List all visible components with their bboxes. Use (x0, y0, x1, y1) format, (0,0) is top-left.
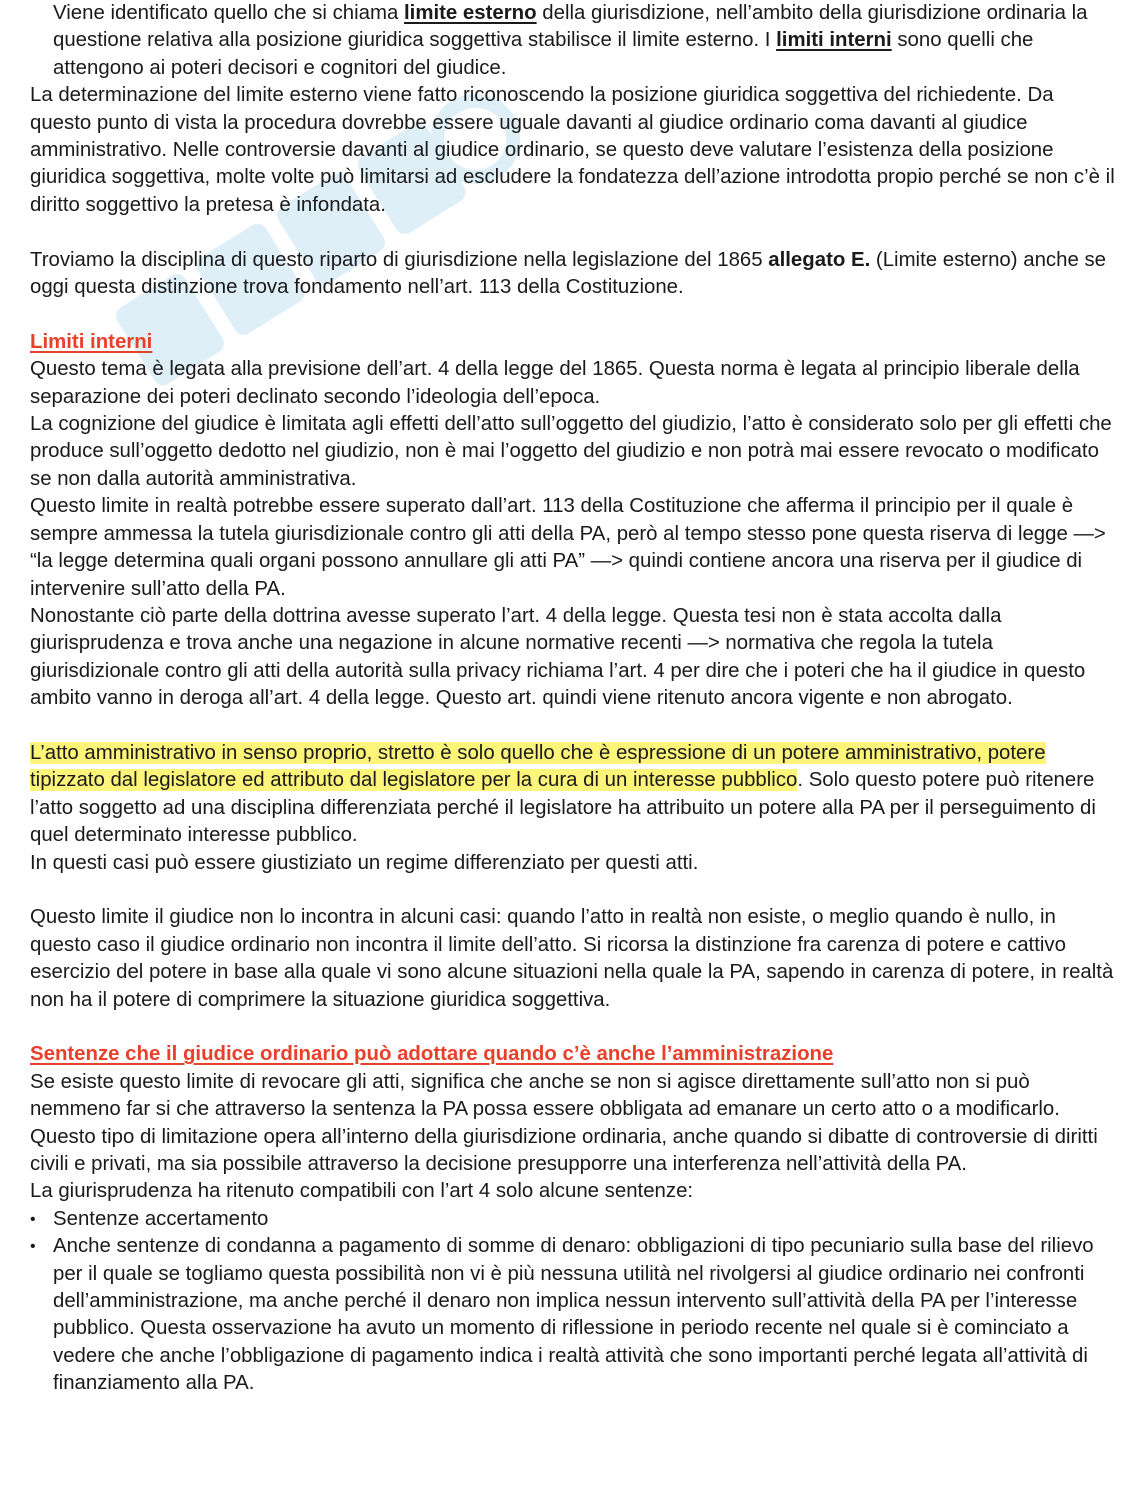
paragraph-revocare-atti: Se esiste questo limite di revocare gli atti, significa che anche se non si agisce direttamente sull’atto non si può nemmeno far si che attraverso la sentenza la PA possa essere obbligata ad emanare un certo atto o a modificarlo. (30, 1070, 1060, 1121)
paragraph-art4: Questo tema è legata alla previsione dell’art. 4 della legge del 1865. Questa norma è legata al principio liberale della separazione dei poteri declinato secondo l’ideologia dell’epoca. (30, 358, 1080, 408)
document-page (30, 0, 1120, 1398)
term-limite-esterno: limite esterno (404, 2, 537, 24)
term-allegato-e: allegato E. (768, 248, 871, 271)
text: Viene identificato quello che si chiama (53, 2, 405, 24)
bullet-icon: • (30, 1210, 36, 1228)
list-item (30, 1206, 1120, 1233)
paragraph-atto-amministrativo (30, 740, 1120, 850)
bullet-icon: • (30, 1238, 36, 1256)
heading-limiti-interni: Limiti interni (30, 330, 153, 353)
paragraph-cognizione: La cognizione del giudice è limitata agli effetti dell’atto sull’oggetto del giudizio, l’atto è considerato solo per gli effetti che produce sull’oggetto dedotto nel giudizio, non è mai l’oggetto del giudizio e non potrà mai essere revocato o modificato se non dalla autorità amministrativa. (30, 413, 1112, 490)
paragraph-disciplina (30, 247, 1120, 302)
list-item (30, 1233, 1120, 1397)
text: sono quelli che attengono ai poteri decisori e cognitori del giudice. (53, 29, 1034, 79)
paragraph-determinazione: La determinazione del limite esterno viene fatto riconoscendo la posizione giuridica soggettiva del richiedente. Da questo punto di vista la procedura dovrebbe essere uguale davanti al giudice ordinario coma davanti al giudice amministrativo. Nelle controversie davanti al giudice ordinario, se questo deve valutare l’esistenza della posizione giuridica soggettiva, molte volte può limitarsi ad escludere la fondatezza dell’azione introdotta propio perché se non c’è il diritto soggettivo la pretesa è infondata. (30, 84, 1115, 216)
sentenze-list (30, 1206, 1120, 1398)
paragraph-regime: In questi casi può essere giustiziato un regime differenziato per questi atti. (30, 851, 699, 874)
list-item-text: Anche sentenze di condanna a pagamento di somme di denaro: obbligazioni di tipo pecuniario sulla base del rilievo per il quale se togliamo questa possibilità non vi è più nessuna utilità nel rivolgersi al giudice ordinario nei confronti dell’amministrazione, ma anche perché il denaro non implica nessun intervento sull’attività della PA per l’interesse pubblico. Questa osservazione ha avuto un momento di riflessione in periodo recente nel quale si è cominciato a vedere che anche l’obbligazione di pagamento indica i realtà attività che sono importanti perché legata all’attività di finanziamento alla PA. (53, 1235, 1094, 1395)
term-limiti-interni: limiti interni (776, 29, 892, 52)
paragraph-art113: Questo limite in realtà potrebbe essere superato dall’art. 113 della Costituzione che afferma il principio per il quale è sempre ammessa la tutela giurisdizionale contro gli atti della PA, però al tempo stesso pone questa riserva di legge —> “la legge determina quali organi possono annullare gli atti PA” —> quindi contiene ancora una riserva per il giudice di intervenire sull’atto della PA. (30, 495, 1106, 600)
paragraph-limite-esterno (30, 0, 1120, 82)
highlighted-text: L’atto amministrativo in senso proprio, stretto è solo quello che è espressione di un potere amministrativo, potere tipizzato dal legislatore ed attributo dal legislatore per la cura di un interesse pubblico (30, 741, 1046, 792)
paragraph-giurisprudenza: La giurisprudenza ha ritenuto compatibili con l’art 4 solo alcune sentenze: (30, 1180, 694, 1203)
text: della giurisdizione, nell’ambito della giurisdizione ordinaria la questione relativa alla posizione giuridica soggettiva stabilisce il limite esterno. I (53, 2, 1088, 52)
paragraph-dottrina: Nonostante ciò parte della dottrina avesse superato l’art. 4 della legge. Questa tesi non è stata accolta dalla giurisprudenza e trova anche una negazione in alcune normative recenti —> normativa che regola la tutela giurisdizionale contro gli atti della autorità sulla privacy richiama l’art. 4 per dire che i poteri che ha il giudice in questo ambito vanno in deroga all’art. 4 della legge. Questo art. quindi viene ritenuto ancora vigente e non abrogato. (30, 604, 1086, 710)
text: . Solo questo potere può ritenere l’atto soggetto ad una disciplina differenziata perché il legislatore ha attribuito un potere alla PA per il perseguimento di quel determinato interesse pubblico. (30, 769, 1096, 847)
list-item-text: Sentenze accertamento (53, 1207, 269, 1230)
paragraph-carenza-potere: Questo limite il giudice non lo incontra in alcuni casi: quando l’atto in realtà non esiste, o meglio quando è nullo, in questo caso il giudice ordinario non incontra il limite dell’atto. Si ricorsa la distinzione fra carenza di potere e cattivo esercizio del potere in base alla quale vi sono alcune situazioni nella quale la PA, sapendo in carenza di potere, in realtà non ha il potere di comprimere la situazione giuridica soggettiva. (30, 906, 1114, 1011)
paragraph-limitazione: Questo tipo di limitazione opera all’interno della giurisdizione ordinaria, anche quando si dibatte di controversie di diritti civili e privati, ma sia possibile attraverso la decisione presupporre una interferenza nell’attività della PA. (30, 1125, 1098, 1175)
heading-sentenze: Sentenze che il giudice ordinario può adottare quando c’è anche l’amministrazione (30, 1043, 834, 1066)
text: Troviamo la disciplina di questo riparto di giurisdizione nella legislazione del 1865 (30, 248, 769, 271)
text: (Limite esterno) anche se oggi questa distinzione trova fondamento nell’art. 113 della Costituzione. (30, 248, 1106, 299)
